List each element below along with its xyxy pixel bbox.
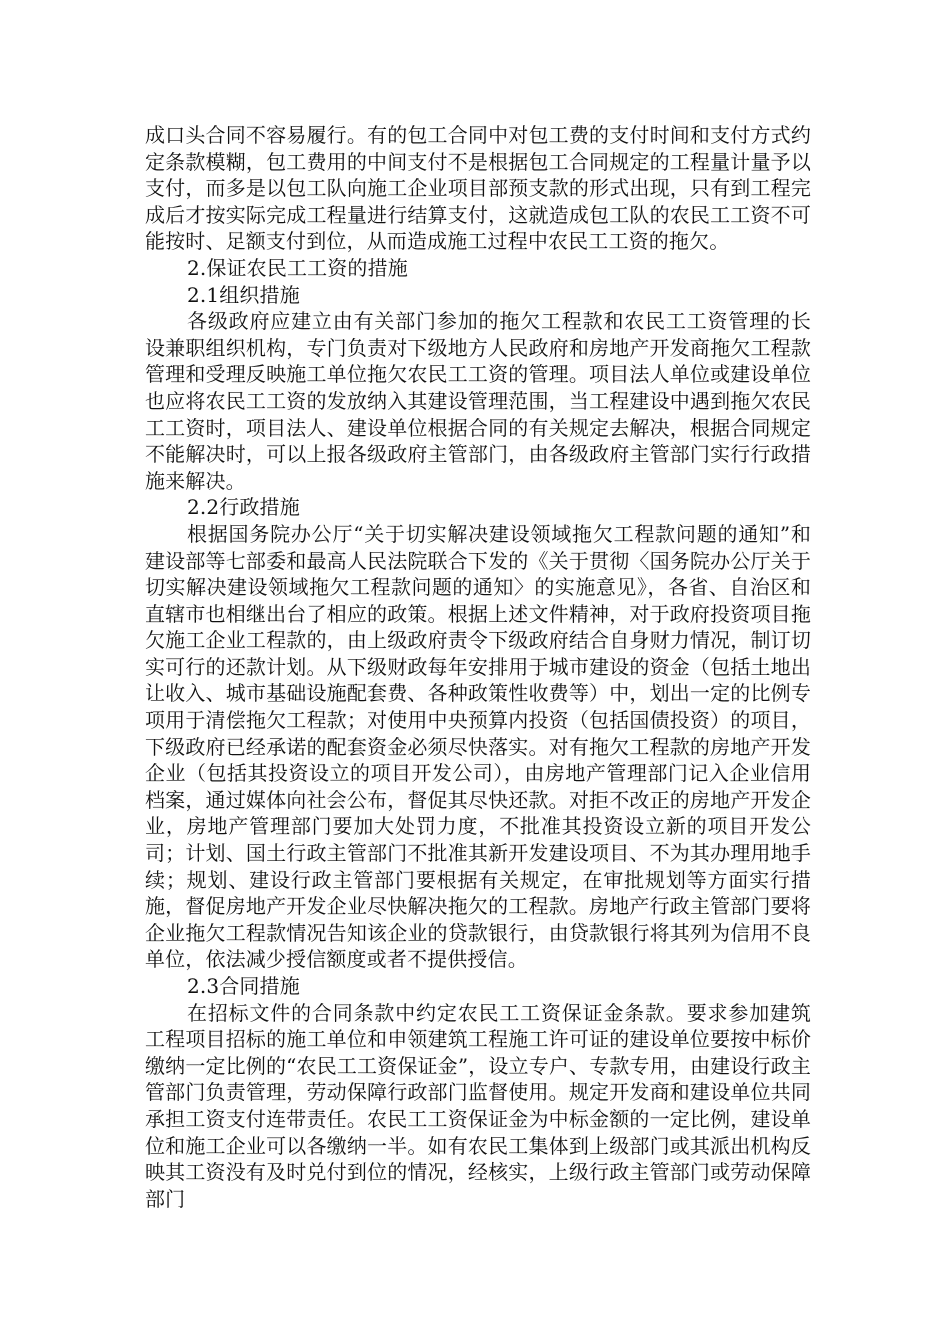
subsection-heading-2-3: 2.3合同措施 [187, 974, 300, 998]
document-page [145, 122, 811, 1212]
paragraph-organizational-measures: 各级政府应建立由有关部门参加的拖欠工程款和农民工工资管理的长设兼职组织机构，专门负责对下级地方人民政府和房地产开发商拖欠工程款管理和受理反映施工单位拖欠农民工工资的管理。项目法人单位或建设单位也应将农民工工资的发放纳入其建设管理范围，当工程建设中遇到拖欠农民工工资时，项目法人、建设单位根据合同的有关规定去解决，根据合同规定不能解决时，可以上报各级政府主管部门，由各级政府主管部门实行行政措施来解决。 [145, 309, 811, 493]
paragraph-administrative-measures: 根据国务院办公厅“关于切实解决建设领域拖欠工程款问题的通知”和建设部等七部委和最高人民法院联合下发的《关于贯彻〈国务院办公厅关于切实解决建设领域拖欠工程款问题的通知〉的实施意见》，各省、自治区和直辖市也相继出台了相应的政策。根据上述文件精神，对于政府投资项目拖欠施工企业工程款的，由上级政府责令下级政府结合自身财力情况，制订切实可行的还款计划。从下级财政每年安排用于城市建设的资金（包括土地出让收入、城市基础设施配套费、各种政策性收费等）中，划出一定的比例专项用于清偿拖欠工程款；对使用中央预算内投资（包括国债投资）的项目，下级政府已经承诺的配套资金必须尽快落实。对有拖欠工程款的房地产开发企业（包括其投资设立的项目开发公司），由房地产管理部门记入企业信用档案，通过媒体向社会公布，督促其尽快还款。对拒不改正的房地产开发企业，房地产管理部门要加大处罚力度，不批准其投资设立新的项目开发公司；计划、国土行政主管部门不批准其新开发建设项目、不为其办理用地手续；规划、建设行政主管部门要根据有关规定，在审批规划等方面实行措施，督促房地产开发企业尽快解决拖欠的工程款。房地产行政主管部门要将企业拖欠工程款情况告知该企业的贷款银行，由贷款银行将其列为信用不良单位，依法减少授信额度或者不提供授信。 [145, 521, 811, 972]
paragraph-contract-measures: 在招标文件的合同条款中约定农民工工资保证金条款。要求参加建筑工程项目招标的施工单位和申领建筑工程施工许可证的建设单位要按中标价缴纳一定比例的“农民工工资保证金”，设立专户、专款专用，由建设行政主管部门负责管理，劳动保障行政部门监督使用。规定开发商和建设单位共同承担工资支付连带责任。农民工工资保证金为中标金额的一定比例，建设单位和施工企业可以各缴纳一半。如有农民工集体到上级部门或其派出机构反映其工资没有及时兑付到位的情况，经核实，上级行政主管部门或劳动保障部门 [145, 1000, 811, 1211]
section-heading-2: 2.保证农民工工资的措施 [187, 255, 408, 280]
paragraph-continuation: 成口头合同不容易履行。有的包工合同中对包工费的支付时间和支付方式约定条款模糊，包工费用的中间支付不是根据包工合同规定的工程量计量予以支付，而多是以包工队向施工企业项目部预支款的形式出现，只有到工程完成后才按实际完成工程量进行结算支付，这就造成包工队的农民工工资不可能按时、足额支付到位，从而造成施工过程中农民工工资的拖欠。 [145, 123, 811, 254]
subsection-heading-2-1: 2.1组织措施 [187, 282, 300, 307]
subsection-heading-2-2: 2.2行政措施 [187, 495, 300, 520]
